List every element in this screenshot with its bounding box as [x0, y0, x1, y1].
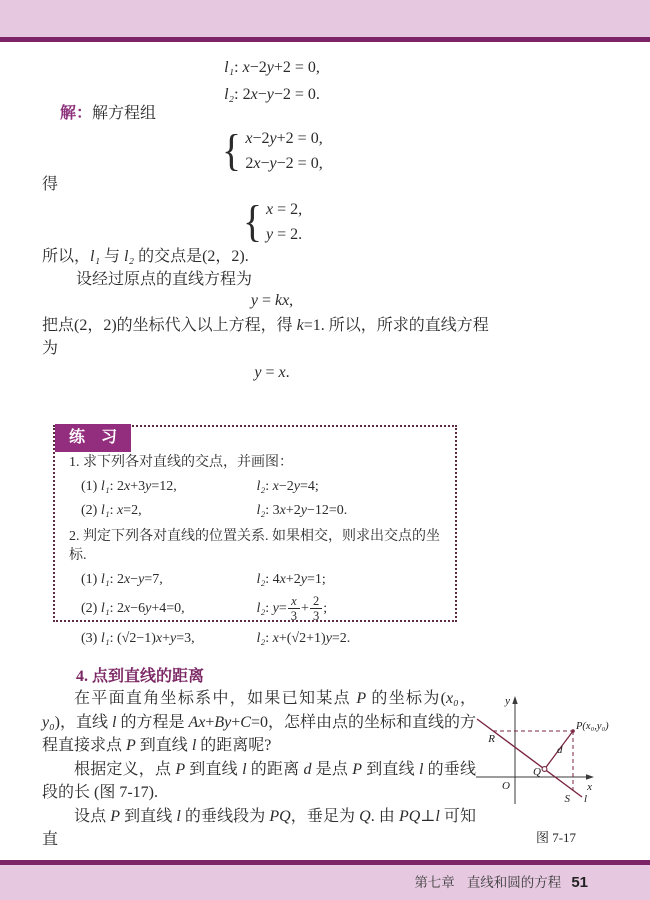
paragraph-3: 设点 P 到直线 l 的垂线段为 PQ，垂足为 Q. 由 PQ⊥l 可知直	[42, 807, 476, 848]
get-word: 得	[42, 176, 59, 193]
label-d: d	[557, 744, 563, 756]
top-purple-rule	[0, 37, 650, 42]
item-l1: l₁: (√2−1)x+y=3,	[100, 630, 195, 646]
figure-7-17	[476, 687, 648, 852]
footer-book-title: 直线和圆的方程	[466, 875, 562, 890]
solve-text: 解方程组	[92, 105, 157, 122]
equation-l2: l₂: 2x−y−2 = 0.	[224, 86, 320, 103]
label-l: l	[584, 793, 588, 805]
fraction-2-over-3: $\frac{2}{3}$	[310, 594, 322, 624]
page-footer	[0, 871, 588, 891]
brace-glyph: {	[242, 197, 262, 246]
item-l1: l₁: 2x−6y+4=0,	[100, 601, 185, 617]
brace-glyph: {	[222, 126, 242, 175]
item-l2-tail: ;	[323, 601, 328, 617]
item-l1: l₁: x=2,	[100, 503, 142, 518]
x-axis-arrow-icon	[586, 774, 594, 780]
conclusion-line: 所以，l₁ 与 l₂ 的交点是(2，2).	[42, 248, 249, 265]
item-number: (2)	[81, 601, 98, 617]
item-number: (1)	[81, 572, 98, 587]
substitute-line: 把点(2，2)的坐标代入以上方程，得 k=1. 所以，所求的直线方程	[42, 317, 489, 334]
plus-operator: +	[301, 601, 309, 617]
exercise-box	[53, 425, 457, 646]
footer-chapter: 第七章	[414, 875, 455, 890]
item-l2: l₂: 3x+2y−12=0.	[256, 503, 348, 518]
item-l1: l₁: 2x−y=7,	[100, 572, 163, 587]
point-q	[542, 767, 547, 772]
section4-body	[42, 687, 648, 852]
exercise-q1-row1	[69, 477, 447, 496]
label-r: R	[488, 733, 495, 745]
system1-line1: x−2y+2 = 0,	[245, 130, 323, 147]
section-heading: 4. 点到直线的距离	[76, 668, 205, 685]
exercise-q2-title: 2. 判定下列各对直线的位置关系. 如果相交，则求出交点的坐标.	[69, 529, 440, 563]
paragraph-2: 根据定义，点 P 到直线 l 的距离 d 是点 P 到直线 l 的垂线段的长 (图 7-17).	[42, 760, 476, 801]
paragraph-1: 在平面直角坐标系中，如果已知某点 P 的坐标为(x₀，y₀)，直线 l 的方程是 Ax+By+C=0，怎样由点的坐标和直线的方程直接求点 P 到直线 l 的距离呢?	[42, 690, 476, 754]
label-origin: O	[502, 780, 510, 792]
equation-l1: l₁: x−2y+2 = 0,	[224, 59, 320, 76]
fraction-x-over-3: $\frac{x}{3}$	[288, 594, 300, 624]
equation-system-1	[42, 126, 502, 176]
item-l2: l₂: x+(√2+1)y=2.	[256, 630, 351, 646]
section4-text-column	[42, 687, 476, 852]
setup-line: 设经过原点的直线方程为	[76, 271, 253, 288]
figure-7-17-plot	[476, 692, 648, 820]
exercise-q1-title: 1. 求下列各对直线的交点，并画图：	[69, 455, 293, 470]
exercise-badge: 练 习	[55, 424, 131, 452]
item-l2: l₂: 4x+2y=1;	[256, 572, 326, 587]
equation-y-kx: y = kx,	[250, 292, 294, 309]
label-s: S	[564, 793, 570, 805]
system2-line2: y = 2.	[265, 226, 303, 243]
item-l1: l₁: 2x+3y=12,	[100, 479, 177, 494]
label-q: Q	[533, 766, 541, 778]
system2-line1: x = 2,	[265, 201, 303, 218]
label-y-axis: y	[505, 695, 510, 707]
y-axis-arrow-icon	[512, 696, 517, 704]
item-number: (3)	[81, 630, 98, 646]
solution-intro	[60, 102, 156, 125]
top-pink-band	[0, 0, 650, 37]
point-p	[571, 729, 575, 733]
item-l2: l₂: x−2y=4;	[256, 479, 319, 494]
label-p: P(x₀,y₀)	[576, 721, 609, 732]
exercise-q1-row2	[69, 501, 447, 520]
solve-label: 解：	[60, 105, 93, 122]
item-l2-prefix: l₂: y=	[256, 601, 287, 617]
equation-system-2	[42, 197, 502, 247]
equation-y-x: y = x.	[254, 364, 290, 381]
item-number: (1)	[81, 479, 98, 494]
footer-page-number: 51	[571, 874, 588, 891]
exercise-q2-row3	[69, 629, 447, 648]
exercise-q2-row2	[69, 594, 447, 624]
example-line-equations	[42, 54, 502, 108]
continue-word: 为	[42, 340, 59, 357]
label-x-axis: x	[587, 781, 592, 793]
system1-line2: 2x−y−2 = 0,	[245, 155, 323, 172]
figure-caption: 图 7-17	[535, 830, 577, 845]
exercise-q2-row1	[69, 570, 447, 589]
item-number: (2)	[81, 503, 98, 518]
